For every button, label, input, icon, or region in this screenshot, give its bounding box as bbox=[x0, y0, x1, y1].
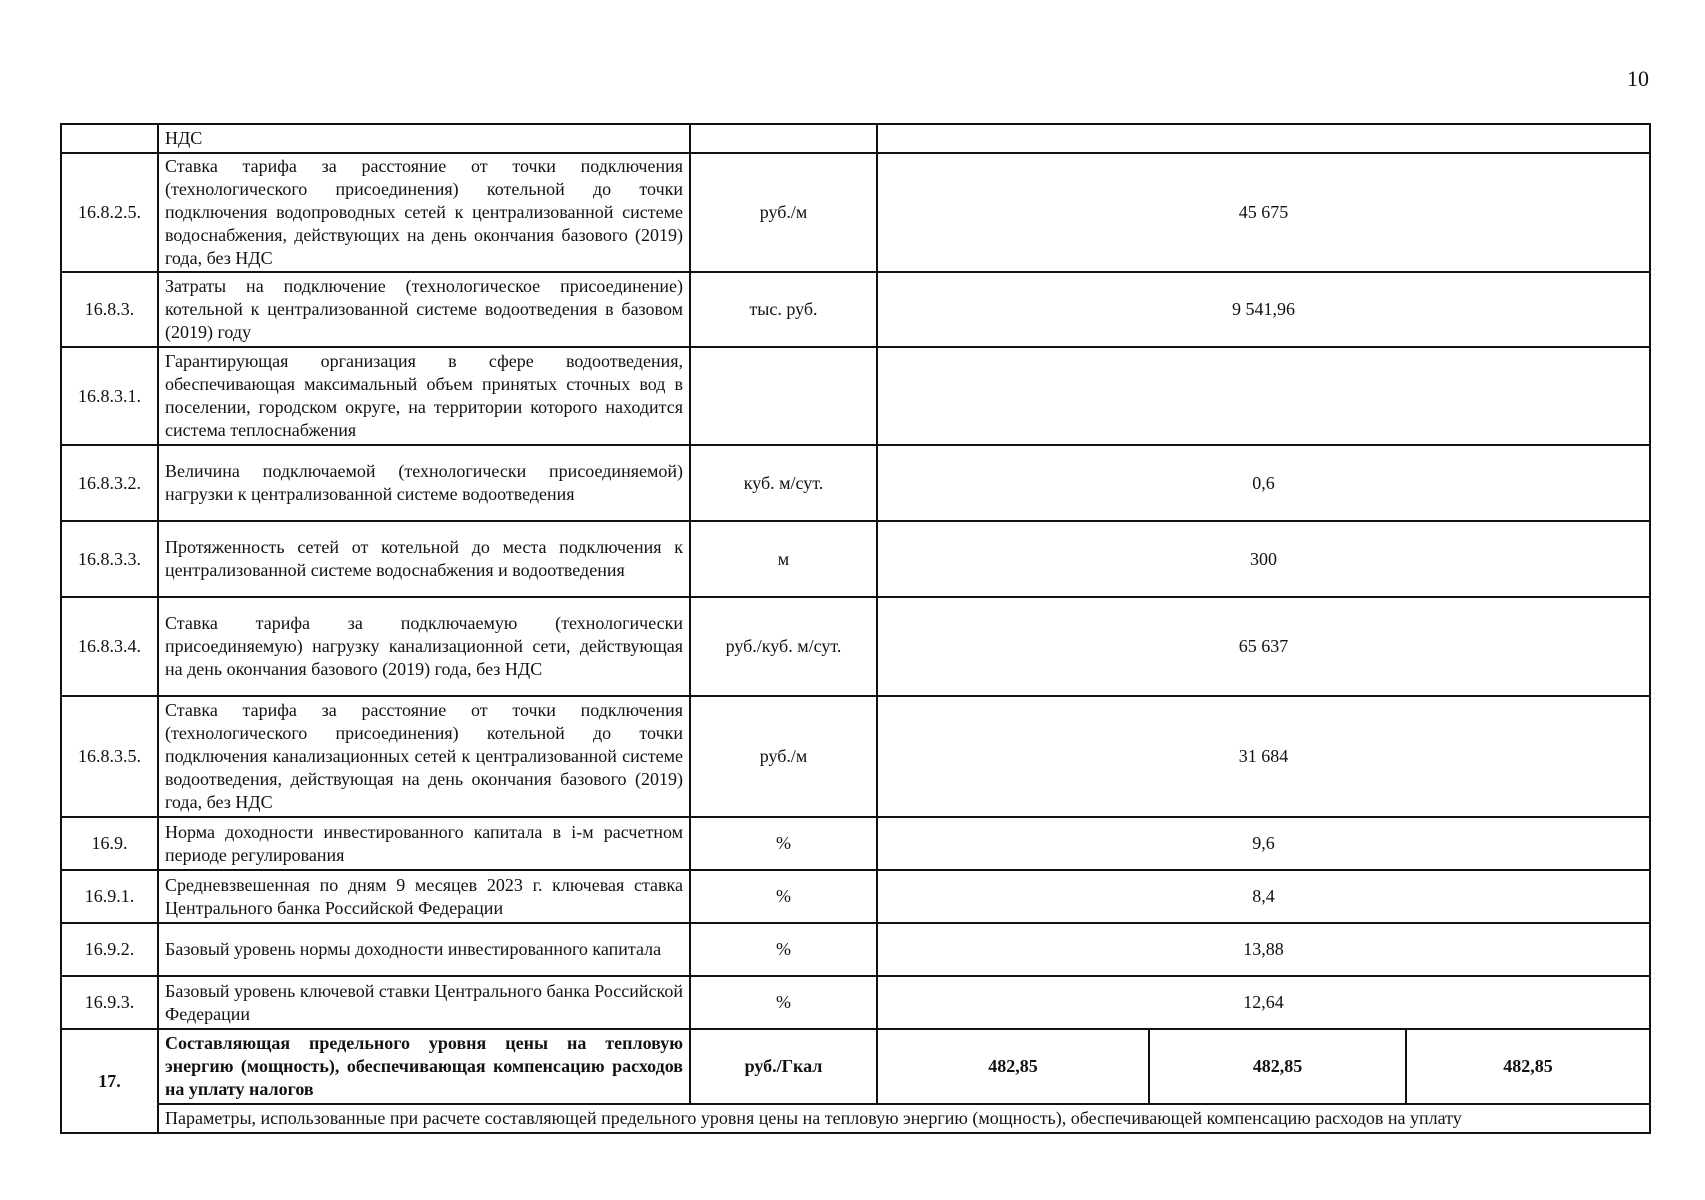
row-unit: % bbox=[690, 817, 877, 870]
row-number: 16.9.3. bbox=[61, 976, 158, 1029]
row-name: Ставка тарифа за расстояние от точки подключения (технологического присоединения) котельной до точки подключения канализационных сетей к централизованной системе водоотведения, действующая на день окончания базового (2019) года, без НДС bbox=[158, 696, 690, 817]
row-value-1: 482,85 bbox=[877, 1029, 1149, 1104]
row-value bbox=[877, 124, 1650, 153]
row-name: НДС bbox=[158, 124, 690, 153]
row-number: 16.9.1. bbox=[61, 870, 158, 923]
table-row bbox=[61, 347, 1650, 445]
table-row bbox=[61, 817, 1650, 870]
table-row bbox=[61, 521, 1650, 597]
table-row bbox=[61, 272, 1650, 347]
row-value: 8,4 bbox=[877, 870, 1650, 923]
table-row-params bbox=[61, 1104, 1650, 1133]
row-name: Составляющая предельного уровня цены на тепловую энергию (мощность), обеспечивающая компенсацию расходов на уплату налогов bbox=[158, 1029, 690, 1104]
row-name: Затраты на подключение (технологическое присоединение) котельной к централизованной системе водоотведения в базовом (2019) году bbox=[158, 272, 690, 347]
row-number: 16.8.2.5. bbox=[61, 153, 158, 272]
row-unit bbox=[690, 347, 877, 445]
table-row bbox=[61, 870, 1650, 923]
tariff-table bbox=[60, 123, 1651, 1134]
row-number bbox=[61, 124, 158, 153]
row-unit: тыс. руб. bbox=[690, 272, 877, 347]
row-unit: руб./куб. м/сут. bbox=[690, 597, 877, 696]
row-name: Базовый уровень нормы доходности инвестированного капитала bbox=[158, 923, 690, 976]
row-number: 16.8.3. bbox=[61, 272, 158, 347]
row-value: 9,6 bbox=[877, 817, 1650, 870]
row-name: Базовый уровень ключевой ставки Центрального банка Российской Федерации bbox=[158, 976, 690, 1029]
table-row bbox=[61, 124, 1650, 153]
row-unit: руб./Гкал bbox=[690, 1029, 877, 1104]
row-unit: руб./м bbox=[690, 696, 877, 817]
table-row bbox=[61, 976, 1650, 1029]
row-name: Гарантирующая организация в сфере водоотведения, обеспечивающая максимальный объем принятых сточных вод в поселении, городском округе, на территории которого находится система теплоснабжения bbox=[158, 347, 690, 445]
row-value: 9 541,96 bbox=[877, 272, 1650, 347]
params-note: Параметры, использованные при расчете составляющей предельного уровня цены на тепловую энергию (мощность), обеспечивающей компенсацию расходов на уплату bbox=[158, 1104, 1650, 1133]
row-number: 16.8.3.3. bbox=[61, 521, 158, 597]
row-value: 0,6 bbox=[877, 445, 1650, 521]
row-number: 16.9. bbox=[61, 817, 158, 870]
row-number: 16.8.3.5. bbox=[61, 696, 158, 817]
row-unit: % bbox=[690, 923, 877, 976]
row-value: 65 637 bbox=[877, 597, 1650, 696]
row-unit: м bbox=[690, 521, 877, 597]
row-value bbox=[877, 347, 1650, 445]
row-name: Норма доходности инвестированного капитала в i-м расчетном периоде регулирования bbox=[158, 817, 690, 870]
row-unit bbox=[690, 124, 877, 153]
table-row-17 bbox=[61, 1029, 1650, 1104]
page-number: 10 bbox=[1627, 66, 1649, 91]
table-row bbox=[61, 923, 1650, 976]
row-value-2: 482,85 bbox=[1149, 1029, 1406, 1104]
row-value: 45 675 bbox=[877, 153, 1650, 272]
row-value: 31 684 bbox=[877, 696, 1650, 817]
row-unit: % bbox=[690, 976, 877, 1029]
row-number: 16.8.3.2. bbox=[61, 445, 158, 521]
row-unit: куб. м/сут. bbox=[690, 445, 877, 521]
table-row bbox=[61, 445, 1650, 521]
table-row bbox=[61, 696, 1650, 817]
row-name: Протяженность сетей от котельной до места подключения к централизованной системе водоснабжения и водоотведения bbox=[158, 521, 690, 597]
row-number: 16.8.3.4. bbox=[61, 597, 158, 696]
row-name: Ставка тарифа за расстояние от точки подключения (технологического присоединения) котельной до точки подключения водопроводных сетей к централизованной системе водоснабжения, действующих на день окончания базового (2019) года, без НДС bbox=[158, 153, 690, 272]
row-value: 12,64 bbox=[877, 976, 1650, 1029]
row-number: 16.9.2. bbox=[61, 923, 158, 976]
row-value-3: 482,85 bbox=[1406, 1029, 1650, 1104]
row-number: 17. bbox=[61, 1029, 158, 1133]
table-row bbox=[61, 597, 1650, 696]
row-name: Ставка тарифа за подключаемую (технологически присоединяемую) нагрузку канализационной сети, действующая на день окончания базового (2019) года, без НДС bbox=[158, 597, 690, 696]
row-unit: % bbox=[690, 870, 877, 923]
table-row bbox=[61, 153, 1650, 272]
row-value: 13,88 bbox=[877, 923, 1650, 976]
row-unit: руб./м bbox=[690, 153, 877, 272]
row-number: 16.8.3.1. bbox=[61, 347, 158, 445]
row-value: 300 bbox=[877, 521, 1650, 597]
row-name: Величина подключаемой (технологически присоединяемой) нагрузки к централизованной системе водоотведения bbox=[158, 445, 690, 521]
row-name: Средневзвешенная по дням 9 месяцев 2023 г. ключевая ставка Центрального банка Российской Федерации bbox=[158, 870, 690, 923]
